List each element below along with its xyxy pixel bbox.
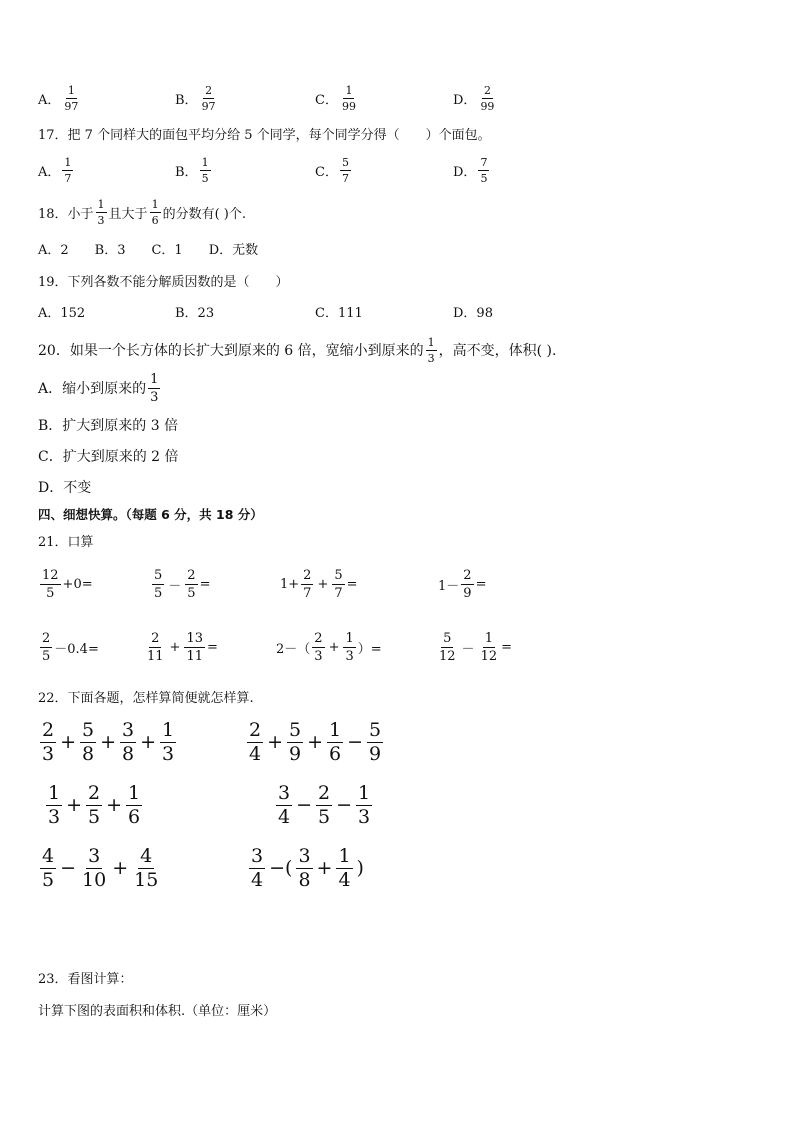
fraction: $\frac{5}{5}$: [154, 567, 163, 601]
fraction: $\frac{5}{9}$: [369, 718, 382, 765]
operator: +: [112, 857, 129, 879]
q19-option-a[interactable]: A．152: [38, 306, 86, 321]
fraction: $\frac{4}{15}$: [134, 844, 159, 891]
q19-option-d[interactable]: D．98: [453, 306, 493, 321]
q17-options: [0, 150, 794, 190]
q20-option-d[interactable]: D．不变: [38, 480, 92, 496]
fraction: $\frac{12}{5}$: [42, 567, 59, 601]
operator: −: [347, 731, 364, 753]
fraction: $\frac{1}{6}$: [329, 718, 342, 765]
q18-stem: 18．小于 $\frac{1}{3}$ 且大于 $\frac{1}{6}$ 的分数有( )个.: [38, 197, 246, 227]
operator: ): [356, 857, 364, 879]
q22-problem-6: [247, 842, 366, 894]
fraction: $\frac{5}{8}$: [82, 718, 95, 765]
fraction: $\frac{5}{7}$: [341, 155, 349, 185]
fraction: $\frac{1}{3}$: [48, 781, 61, 828]
q17-option-d[interactable]: D． $\frac{7}{5}$: [453, 155, 488, 185]
fraction: $\frac{1}{3}$: [162, 718, 175, 765]
q16-option-b[interactable]: B． $\frac{2}{97}$: [175, 83, 216, 113]
fraction: $\frac{1}{7}$: [64, 155, 72, 185]
q21-expr-6: $\frac{2}{11}$ + $\frac{13}{11}$ =: [147, 630, 218, 664]
q17-stem: 17．把 7 个同样大的面包平均分给 5 个同学，每个同学分得（ ）个面包。: [38, 128, 491, 143]
operator: −: [296, 794, 313, 816]
q17-option-b[interactable]: B． $\frac{1}{5}$: [175, 155, 209, 185]
operator: −: [336, 794, 353, 816]
q22-problem-3: [44, 779, 144, 831]
fraction: $\frac{1}{6}$: [128, 781, 141, 828]
q20-option-a[interactable]: A．缩小到原来的 $\frac{1}{3}$: [38, 371, 159, 405]
operator: +: [100, 731, 117, 753]
q16-option-c[interactable]: C． $\frac{1}{99}$: [315, 83, 356, 113]
q22-problem-4: [274, 779, 374, 831]
q21-expr-5: $\frac{2}{5}$ －0.4=: [42, 630, 99, 664]
fraction: $\frac{1}{3}$: [358, 781, 371, 828]
fraction: $\frac{2}{7}$: [303, 567, 312, 601]
q19-stem: 19．下列各数不能分解质因数的是（ ）: [38, 275, 289, 290]
fraction: $\frac{3}{8}$: [122, 718, 135, 765]
q19-option-b[interactable]: B．23: [175, 306, 215, 321]
q23-title: 23．看图计算：: [38, 972, 133, 987]
q16-options: [0, 78, 794, 118]
fraction: $\frac{1}{3}$: [97, 197, 105, 227]
operator: +: [140, 731, 157, 753]
operator: +: [307, 731, 324, 753]
q22-title: 22．下面各题，怎样算简便就怎样算.: [38, 691, 254, 706]
fraction: $\frac{2}{97}$: [201, 83, 216, 113]
fraction: $\frac{3}{4}$: [251, 844, 264, 891]
fraction: $\frac{2}{5}$: [88, 781, 101, 828]
fraction: $\frac{1}{3}$: [150, 371, 159, 405]
q20-option-c[interactable]: C．扩大到原来的 2 倍: [38, 449, 179, 465]
operator: +: [66, 794, 83, 816]
q21-expr-8: $\frac{5}{12}$ － $\frac{1}{12}$ =: [439, 630, 513, 664]
fraction: $\frac{3}{4}$: [278, 781, 291, 828]
fraction: $\frac{13}{11}$: [186, 630, 203, 664]
q22-problem-5: [38, 842, 162, 894]
q16-option-a[interactable]: A． $\frac{1}{97}$: [38, 83, 79, 113]
section-heading: 四、细想快算。（每题 6 分，共 18 分）: [38, 507, 263, 522]
fraction: $\frac{1}{6}$: [151, 197, 159, 227]
fraction: $\frac{3}{8}$: [298, 844, 311, 891]
fraction: $\frac{1}{3}$: [345, 630, 354, 664]
fraction: $\frac{2}{5}$: [187, 567, 196, 601]
fraction: $\frac{5}{12}$: [439, 630, 456, 664]
q21-expr-4: 1－ $\frac{2}{9}$ =: [438, 567, 487, 601]
operator: +: [60, 731, 77, 753]
fraction: $\frac{2}{99}$: [480, 83, 495, 113]
fraction: $\frac{1}{4}$: [338, 844, 351, 891]
fraction: $\frac{5}{9}$: [289, 718, 302, 765]
q17-option-c[interactable]: C． $\frac{5}{7}$: [315, 155, 349, 185]
fraction: $\frac{3}{10}$: [82, 844, 107, 891]
q21-expr-3: 1+ $\frac{2}{7}$ + $\frac{5}{7}$ =: [280, 567, 358, 601]
fraction: $\frac{2}{5}$: [42, 630, 51, 664]
operator: +: [106, 794, 123, 816]
fraction: $\frac{2}{5}$: [318, 781, 331, 828]
q21-expr-7: 2－（ $\frac{2}{3}$ + $\frac{1}{3}$ ）=: [276, 630, 382, 664]
fraction: $\frac{2}{3}$: [42, 718, 55, 765]
fraction: $\frac{2}{3}$: [314, 630, 323, 664]
q21-title: 21．口算: [38, 535, 94, 550]
q19-option-c[interactable]: C．111: [315, 306, 363, 321]
fraction: $\frac{4}{5}$: [42, 844, 55, 891]
fraction: $\frac{1}{12}$: [480, 630, 498, 664]
operator: +: [267, 731, 284, 753]
q21-expr-2: $\frac{5}{5}$ － $\frac{2}{5}$ =: [154, 567, 211, 601]
q17-option-a[interactable]: A． $\frac{1}{7}$: [38, 155, 72, 185]
fraction: $\frac{2}{11}$: [147, 630, 164, 664]
operator: −: [60, 857, 77, 879]
q22-problem-2: [245, 716, 385, 768]
q16-option-d[interactable]: D． $\frac{2}{99}$: [453, 83, 495, 113]
q18-options: A．2 B．3 C．1 D．无数: [38, 243, 259, 258]
fraction: $\frac{1}{5}$: [201, 155, 209, 185]
q22-problem-1: [38, 716, 178, 768]
fraction: $\frac{1}{97}$: [64, 83, 79, 113]
fraction: $\frac{1}{3}$: [427, 335, 435, 365]
fraction: $\frac{1}{99}$: [341, 83, 356, 113]
q21-expr-1: $\frac{12}{5}$ +0=: [42, 567, 93, 601]
fraction: $\frac{2}{9}$: [463, 567, 472, 601]
q20-stem: 20．如果一个长方体的长扩大到原来的 6 倍，宽缩小到原来的 $\frac{1}{3}$ ，高不变，体积( ).: [38, 335, 557, 365]
fraction: $\frac{2}{4}$: [249, 718, 262, 765]
q23-subtitle: 计算下图的表面积和体积.（单位：厘米）: [38, 1004, 277, 1019]
fraction: $\frac{7}{5}$: [480, 155, 488, 185]
operator: +: [316, 857, 333, 879]
q20-option-b[interactable]: B．扩大到原来的 3 倍: [38, 418, 179, 434]
fraction: $\frac{5}{7}$: [334, 567, 343, 601]
operator: −(: [269, 857, 293, 879]
